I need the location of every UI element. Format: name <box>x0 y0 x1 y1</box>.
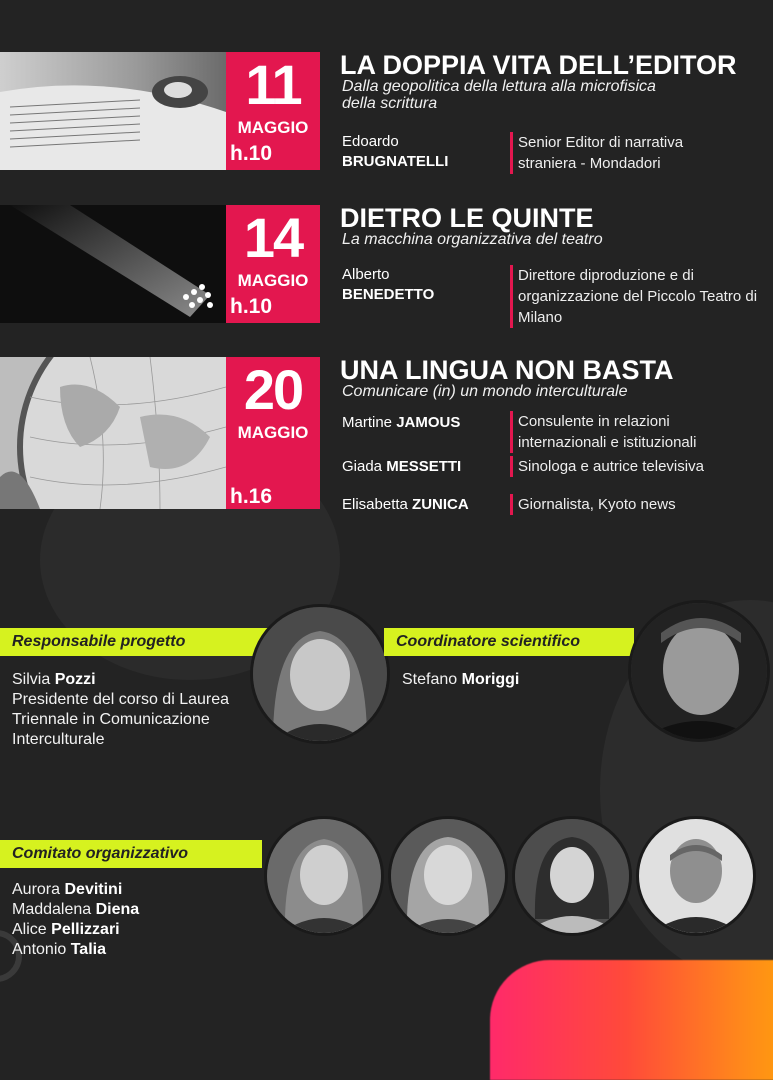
speaker-role: Senior Editor di narrativa straniera - Mondadori <box>510 132 738 174</box>
gradient-decoration <box>490 960 773 1080</box>
person-last-name: Moriggi <box>461 671 520 688</box>
speaker-name <box>342 457 461 477</box>
speaker-role: Giornalista, Kyoto news <box>510 494 773 515</box>
event-subtitle: Comunicare (in) un mondo interculturale <box>342 383 628 400</box>
speaker-last-name: BENEDETTO <box>342 286 435 303</box>
speaker-name <box>342 132 448 172</box>
speaker-first-name: Giada <box>342 458 383 475</box>
speaker-last-name: MESSETTI <box>386 458 462 475</box>
person-last-name: Talia <box>70 941 106 958</box>
responsabile-person <box>12 670 272 750</box>
list-item <box>12 880 139 900</box>
event-day: 20 <box>243 358 303 421</box>
list-item <box>12 940 139 960</box>
avatar <box>636 816 756 936</box>
event-day: 11 <box>245 53 301 116</box>
speaker-first-name: Alberto <box>342 266 390 283</box>
speaker-name <box>342 413 460 433</box>
theater-light-photo <box>0 205 226 323</box>
list-item <box>12 900 139 920</box>
event-subtitle: La macchina organizzativa del teatro <box>342 231 603 248</box>
event-hour: h.16 <box>230 485 273 508</box>
speaker-first-name: Edoardo <box>342 133 399 150</box>
date-box <box>226 52 320 170</box>
avatar <box>628 600 770 742</box>
event-month: MAGGIO <box>237 271 309 290</box>
speaker-name <box>342 265 434 305</box>
avatar <box>250 604 390 744</box>
event-hour: h.10 <box>230 142 273 165</box>
event-day: 14 <box>243 206 303 269</box>
list-item <box>12 920 139 940</box>
person-last-name: Devitini <box>64 881 123 898</box>
speaker-first-name: Martine <box>342 414 393 431</box>
date-box <box>226 357 320 509</box>
event-title: DIETRO LE QUINTE <box>340 203 594 233</box>
avatar <box>512 816 632 936</box>
person-last-name: Pozzi <box>54 671 96 688</box>
event-title: LA DOPPIA VITA DELL’EDITOR <box>340 50 737 80</box>
event-title: UNA LINGUA NON BASTA <box>340 355 674 385</box>
person-first-name: Silvia <box>12 671 51 688</box>
speaker-role: Consulente in relazioni internazionali e istituzionali <box>510 411 748 453</box>
comitato-members <box>12 880 139 960</box>
speaker-role: Direttore diproduzione e di organizzazione del Piccolo Teatro di Milano <box>510 265 773 328</box>
avatar <box>264 816 384 936</box>
event-month: MAGGIO <box>237 118 309 137</box>
speaker-last-name: BRUGNATELLI <box>342 153 449 170</box>
event-month: MAGGIO <box>237 423 309 442</box>
event-subtitle: Dalla geopolitica della lettura alla microfisica della scrittura <box>342 78 656 112</box>
avatar <box>388 816 508 936</box>
person-first-name: Alice <box>12 921 47 938</box>
person-first-name: Stefano <box>402 671 458 688</box>
speaker-last-name: JAMOUS <box>396 414 461 431</box>
date-box <box>226 205 320 323</box>
speaker-first-name: Elisabetta <box>342 496 408 513</box>
person-last-name: Pellizzari <box>51 921 120 938</box>
globe-photo <box>0 357 226 509</box>
speaker-name <box>342 495 469 515</box>
coordinatore-label: Coordinatore scientifico <box>384 628 634 656</box>
coordinatore-person <box>402 670 519 690</box>
person-first-name: Antonio <box>12 941 67 958</box>
book-photo <box>0 52 226 170</box>
person-role: Presidente del corso di Laurea Triennale in Comunicazione Interculturale <box>12 691 230 748</box>
speaker-last-name: ZUNICA <box>412 496 469 513</box>
person-first-name: Maddalena <box>12 901 92 918</box>
person-first-name: Aurora <box>12 881 61 898</box>
speaker-role: Sinologa e autrice televisiva <box>510 456 773 477</box>
responsabile-label: Responsabile progetto <box>0 628 268 656</box>
comitato-label: Comitato organizzativo <box>0 840 262 868</box>
person-last-name: Diena <box>95 901 140 918</box>
event-hour: h.10 <box>230 295 273 318</box>
